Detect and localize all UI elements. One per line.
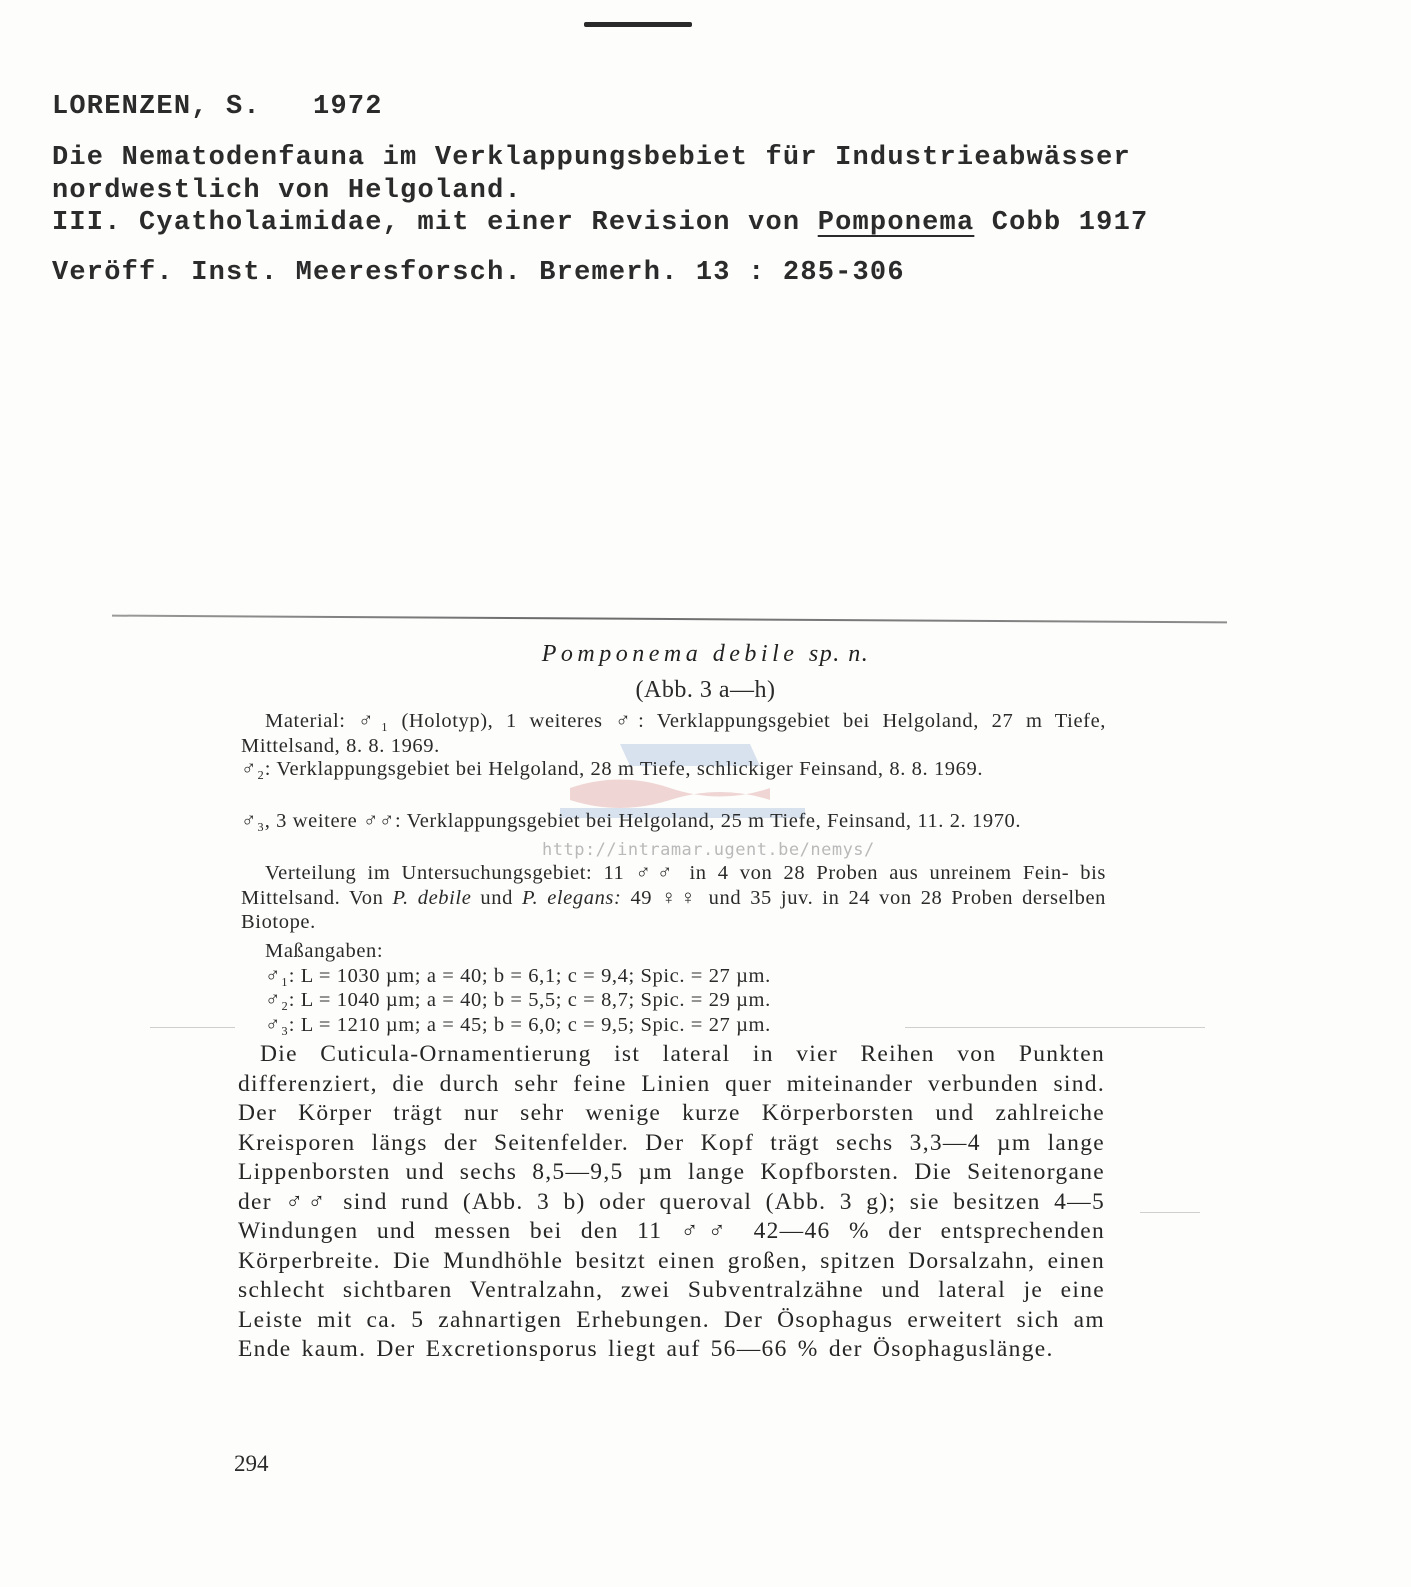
distribution-text-c: 49 ♀♀ und 35 juv. in 24 von 28 Proben derselben Biotope. xyxy=(241,886,1107,933)
measurement-row: ♂₂: L = 1040 µm; a = 40; b = 5,5; c = 8,7; Spic. = 29 µm. xyxy=(265,989,771,1011)
distribution-text-b: und xyxy=(471,886,522,909)
scan-artifact-line xyxy=(905,1027,1205,1028)
reference-title-line-2: nordwestlich von Helgoland. xyxy=(52,176,522,206)
watermark-url: http://intramar.ugent.be/nemys/ xyxy=(542,840,875,860)
material-text-3: ♂₃, 3 weitere ♂♂: Verklappungsgebiet bei Helgoland, 25 m Tiefe, Feinsand, 11. 2. 1970. xyxy=(241,810,1022,832)
material-text-1: Material: ♂₁ (Holotyp), 1 weiteres ♂: Verklappungsgebiet bei Helgoland, 27 m Tiefe, Mittelsand, 8. 8. 1969. xyxy=(241,710,1106,757)
material-paragraph-2 xyxy=(241,757,1106,782)
measurement-row: ♂₁: L = 1030 µm; a = 40; b = 6,1; c = 9,4; Spic. = 27 µm. xyxy=(265,964,771,987)
genus-name-underlined: Pomponema xyxy=(817,208,975,238)
taxon-p-debile: P. debile xyxy=(392,886,472,909)
measurements-block xyxy=(241,939,1106,1037)
material-paragraph-3 xyxy=(241,809,1106,834)
figure-reference: (Abb. 3 a—h) xyxy=(635,677,776,703)
title-line-3-suffix: Cobb 1917 xyxy=(974,208,1149,238)
scan-artifact-line xyxy=(1140,1212,1200,1213)
material-text-2: ♂₂: Verklappungsgebiet bei Helgoland, 28 m Tiefe, schlickiger Feinsand, 8. 8. 1969. xyxy=(241,758,984,780)
species-suffix: sp. n. xyxy=(808,641,870,667)
scan-artifact-line xyxy=(150,1027,235,1028)
distribution-text-a: Verteilung im Untersuchungsgebiet: 11 ♂♂ in 4 von 28 Proben aus unreinem Fein- bis Mittelsand. Von xyxy=(241,862,1106,909)
taxon-p-elegans: P. elegans: xyxy=(521,886,622,909)
description-body xyxy=(238,1040,1105,1365)
clipping-top-rule xyxy=(112,615,1227,624)
distribution-text xyxy=(241,861,1106,935)
reference-author-year: LORENZEN, S. 1972 xyxy=(52,92,383,122)
reference-title-line-1: Die Nematodenfauna im Verklappungsbebiet für Industrieabwässer xyxy=(52,143,1131,173)
reference-title-line-3 xyxy=(52,208,1148,238)
material-paragraph-1 xyxy=(241,709,1106,758)
measurement-row: ♂₃: L = 1210 µm; a = 45; b = 6,0; c = 9,5; Spic. = 27 µm. xyxy=(265,1013,771,1036)
distribution-paragraph xyxy=(241,861,1106,935)
top-edge-mark xyxy=(584,22,692,27)
species-heading xyxy=(0,641,1411,668)
measurements-heading: Maßangaben: xyxy=(265,940,384,962)
title-line-3-prefix: III. Cyatholaimidae, mit einer Revision von xyxy=(52,208,818,238)
description-paragraph: Die Cuticula-Ornamentierung ist lateral in vier Reihen von Punkten differenziert, die durch sehr feine Linien quer miteinander verbunden sind. Der Körper trägt nur sehr wenige kurze Körperborsten und zahlreiche Kreisporen längs der Seitenfelder. Der Kopf trägt sechs 3,3—4 µm lange Lippenborsten und sechs 8,5—9,5 µm lange Kopfborsten. Die Seitenorgane der ♂♂ sind rund (Abb. 3 b) oder queroval (Abb. 3 g); sie besitzen 4—5 Windungen und messen bei den 11 ♂♂ 42—46 % der entsprechenden Körperbreite. Die Mundhöhle besitzt einen großen, spitzen Dorsalzahn, einen schlecht sichtbaren Ventralzahn, zwei Subventralzähne und lateral je eine Leiste mit ca. 5 zahnartigen Erhebungen. Der Ösophagus erweitert sich am Ende kaum. Der Excretionsporus liegt auf 56—66 % der Ösophaguslänge. xyxy=(238,1041,1105,1362)
species-name: Pomponema debile xyxy=(541,641,799,667)
page-number: 294 xyxy=(234,1451,269,1476)
reference-journal: Veröff. Inst. Meeresforsch. Bremerh. 13 : 285-306 xyxy=(52,258,905,288)
